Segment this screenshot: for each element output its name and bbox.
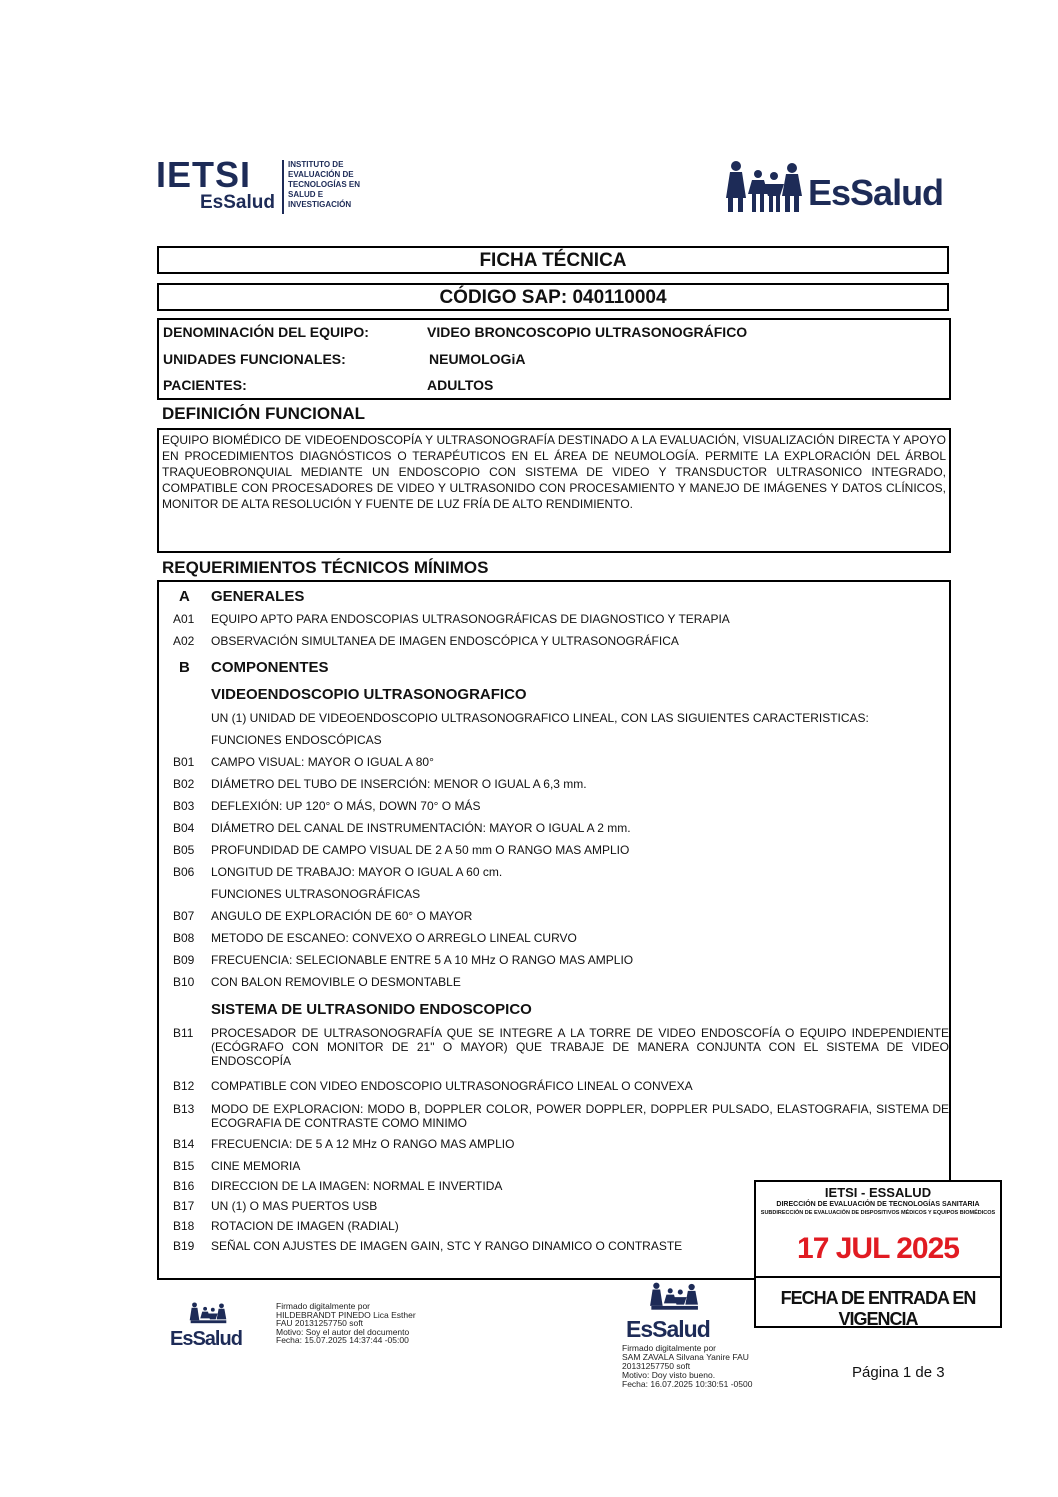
item-text: CINE MEMORIA: [211, 1159, 301, 1173]
requirements-box: [157, 580, 951, 1280]
ietsi-logo-org: EsSalud: [200, 192, 275, 213]
functional-definition-text: EQUIPO BIOMÉDICO DE VIDEOENDOSCOPÍA Y ULTRASONOGRAFÍA DESTINADO A LA EVALUACIÓN, VISUALIZACIÓN DIRECTA Y APOYO EN PROCEDIMIENTOS DIAGNÓSTICOS O TERAPÉUTICOS EN EL ÁREA DE NEUMOLOGÍA. PERMITE LA EXPLORACIÓN DEL ÁRBOL TRAQUEOBRONQUIAL MEDIANTE UN ENDOSCOPIO CON SISTEMA DE VIDEO Y TRANSDUCTOR ULTRASONICO INTEGRADO, COMPATIBLE CON PROCESADORES DE VIDEO Y ULTRASONIDO CON PROCESAMIENTO Y MANEJO DE IMÁGENES Y DATOS CLÍNICOS, MONITOR DE ALTA RESOLUCIÓN Y FUENTE DE LUZ FRÍA DE ALTO RENDIMIENTO.: [157, 428, 951, 553]
item-text: DIÁMETRO DEL TUBO DE INSERCIÓN: MENOR O IGUAL A 6,3 mm.: [211, 777, 587, 791]
stamp-line-2: SUBDIRECCIÓN DE EVALUACIÓN DE DISPOSITIVOS MÉDICOS Y EQUIPOS BIOMÉDICOS: [760, 1210, 996, 1216]
equipment-label: DENOMINACIÓN DEL EQUIPO:: [163, 324, 369, 340]
ietsi-logo-line: INSTITUTO DE: [288, 160, 344, 169]
item-code: B10: [173, 975, 195, 989]
signature-left-line: Firmado digitalmente por: [276, 1301, 371, 1311]
essalud-family-icon: [646, 1282, 702, 1316]
requirements-heading: REQUERIMIENTOS TÉCNICOS MÍNIMOS: [162, 558, 489, 577]
signature-left-logo: [170, 1302, 250, 1352]
stamp-line-1: DIRECCIÓN DE EVALUACIÓN DE TECNOLOGÍAS SANITARIA: [776, 1201, 980, 1208]
item-text: ROTACION DE IMAGEN (RADIAL): [211, 1219, 399, 1233]
item-code: B12: [173, 1079, 195, 1093]
item-text: FRECUENCIA: SELECIONABLE ENTRE 5 A 10 MHz O RANGO MAS AMPLIO: [211, 953, 634, 967]
signature-right-line: Fecha: 16.07.2025 10:30:51 -0500: [622, 1379, 753, 1389]
item-code: B02: [173, 777, 195, 791]
item-code: B07: [173, 909, 195, 923]
item-text: CAMPO VISUAL: MAYOR O IGUAL A 80°: [211, 755, 434, 769]
ietsi-logo-lines: [288, 160, 360, 210]
essalud-logo-name: EsSalud: [808, 172, 944, 213]
item-code: B08: [173, 931, 195, 945]
equipment-info: [157, 318, 951, 400]
item-code: A02: [173, 634, 195, 648]
item-code: B19: [173, 1239, 195, 1253]
units-value: NEUMOLOGiA: [429, 351, 526, 367]
item-text: LONGITUD DE TRABAJO: MAYOR O IGUAL A 60 cm.: [211, 865, 503, 879]
signature-right-logo-name: EsSalud: [626, 1316, 710, 1342]
item-text: METODO DE ESCANEO: CONVEXO O ARREGLO LINEAL CURVO: [211, 931, 577, 945]
stamp-caption: FECHA DE ENTRADA EN VIGENCIA: [780, 1288, 976, 1329]
item-text: PROCESADOR DE ULTRASONOGRAFÍA QUE SE INTEGRE A LA TORRE DE VIDEO ENDOSCOFÍA O EQUIPO INDEPENDIENTE (ECÓGRAFO CON MONITOR DE 21" O MAYOR) QUE TRABAJE DE MANERA CONJUNTA CON EL SISTEMA DE VIDEO ENDOSCOPÍA: [211, 1026, 949, 1068]
ietsi-logo: [156, 154, 366, 216]
item-text: EQUIPO APTO PARA ENDOSCOPIAS ULTRASONOGRÁFICAS DE DIAGNOSTICO Y TERAPIA: [211, 612, 730, 626]
item-text: MODO DE EXPLORACION: MODO B, DOPPLER COLOR, POWER DOPPLER, DOPPLER PULSADO, ELASTOGRAFIA, SISTEMA DE ECOGRAFIA DE CONTRASTE COMO MINIMO: [211, 1102, 949, 1130]
ietsi-logo-name: IETSI: [156, 154, 252, 195]
ietsi-logo-line: TECNOLOGÍAS EN: [288, 180, 361, 189]
item-code: B11: [173, 1026, 194, 1040]
item-text: COMPATIBLE CON VIDEO ENDOSCOPIO ULTRASONOGRÁFICO LINEAL O CONVEXA: [211, 1079, 693, 1093]
signature-left-line: FAU 20131257750 soft: [276, 1318, 363, 1328]
item-code: B14: [173, 1137, 195, 1151]
item-code: B03: [173, 799, 195, 813]
subsection-intro: UN (1) UNIDAD DE VIDEOENDOSCOPIO ULTRASONOGRAFICO LINEAL, CON LAS SIGUIENTES CARACTERISTICAS:: [211, 711, 869, 725]
subsection-title: VIDEOENDOSCOPIO ULTRASONOGRAFICO: [211, 686, 527, 703]
stamp-org: IETSI - ESSALUD: [824, 1185, 932, 1200]
ietsi-logo-divider: [282, 160, 284, 214]
item-text: DIRECCION DE LA IMAGEN: NORMAL E INVERTIDA: [211, 1179, 503, 1193]
item-text: UN (1) O MAS PUERTOS USB: [211, 1199, 378, 1213]
signature-right-line: Motivo: Doy visto bueno.: [622, 1370, 716, 1380]
validity-stamp: [754, 1180, 1002, 1328]
patients-label: PACIENTES:: [163, 377, 247, 393]
signature-left-line: Motivo: Soy el autor del documento: [276, 1326, 410, 1337]
item-code: B05: [173, 843, 195, 857]
item-code: B09: [173, 953, 195, 967]
item-code: B13: [173, 1102, 195, 1116]
signature-right-line: Firmado digitalmente por: [622, 1343, 717, 1353]
item-code: B04: [173, 821, 195, 835]
function-group-label: FUNCIONES ENDOSCÓPICAS: [211, 733, 382, 747]
section-letter: A: [179, 588, 190, 605]
signature-right-logo: [624, 1282, 724, 1342]
item-code: B06: [173, 865, 195, 879]
item-code: B01: [173, 755, 195, 769]
essalud-family-icon: [188, 1302, 228, 1328]
item-code: B17: [173, 1199, 195, 1213]
units-label: UNIDADES FUNCIONALES:: [163, 351, 346, 367]
essalud-logo: [724, 160, 954, 216]
subsection-title: SISTEMA DE ULTRASONIDO ENDOSCOPICO: [211, 1001, 532, 1018]
essalud-family-icon: [724, 160, 804, 214]
item-text: OBSERVACIÓN SIMULTANEA DE IMAGEN ENDOSCÓPICA Y ULTRASONOGRÁFICA: [211, 634, 679, 648]
ietsi-logo-line: EVALUACIÓN DE: [288, 170, 354, 179]
item-code: B15: [173, 1159, 195, 1173]
item-text: CON BALON REMOVIBLE O DESMONTABLE: [211, 975, 461, 989]
signature-left-line: Fecha: 15.07.2025 14:37:44 -05:00: [276, 1335, 409, 1345]
function-group-label: FUNCIONES ULTRASONOGRÁFICAS: [211, 887, 421, 901]
stamp-date: 17 JUL 2025: [797, 1232, 959, 1265]
section-letter: B: [179, 659, 190, 676]
page-number: Página 1 de 3: [852, 1364, 945, 1381]
stamp-header: [756, 1182, 1000, 1278]
section-name: GENERALES: [211, 588, 305, 605]
section-name: COMPONENTES: [211, 659, 329, 676]
item-text: FRECUENCIA: DE 5 A 12 MHz O RANGO MAS AMPLIO: [211, 1137, 515, 1151]
item-text: PROFUNDIDAD DE CAMPO VISUAL DE 2 A 50 mm O RANGO MAS AMPLIO: [211, 843, 630, 857]
patients-value: ADULTOS: [427, 377, 494, 393]
sap-code: CÓDIGO SAP: 040110004: [157, 283, 949, 311]
signature-left: [276, 1302, 416, 1345]
item-text: DEFLEXIÓN: UP 120° O MÁS, DOWN 70° O MÁS: [211, 799, 481, 813]
item-text: ANGULO DE EXPLORACIÓN DE 60° O MAYOR: [211, 909, 473, 923]
signature-left-line: HILDEBRANDT PINEDO Lica Esther: [276, 1309, 416, 1320]
signature-right-line: 20131257750 soft: [622, 1361, 691, 1371]
signature-right: [622, 1344, 752, 1389]
equipment-value: VIDEO BRONCOSCOPIO ULTRASONOGRÁFICO: [427, 324, 748, 340]
item-code: B16: [173, 1179, 195, 1193]
ietsi-logo-line: SALUD E: [288, 190, 324, 199]
functional-definition-heading: DEFINICIÓN FUNCIONAL: [162, 404, 366, 423]
item-code: B18: [173, 1219, 195, 1233]
signature-left-logo-name: EsSalud: [170, 1328, 242, 1350]
signature-right-line: SAM ZAVALA Silvana Yanire FAU: [622, 1352, 749, 1362]
item-text: SEÑAL CON AJUSTES DE IMAGEN GAIN, STC Y RANGO DINAMICO O CONTRASTE: [211, 1239, 683, 1253]
item-code: A01: [173, 612, 195, 626]
page-title: FICHA TÉCNICA: [157, 246, 949, 274]
ietsi-logo-line: INVESTIGACIÓN: [288, 200, 352, 209]
item-text: DIÁMETRO DEL CANAL DE INSTRUMENTACIÓN: MAYOR O IGUAL A 2 mm.: [211, 821, 631, 835]
